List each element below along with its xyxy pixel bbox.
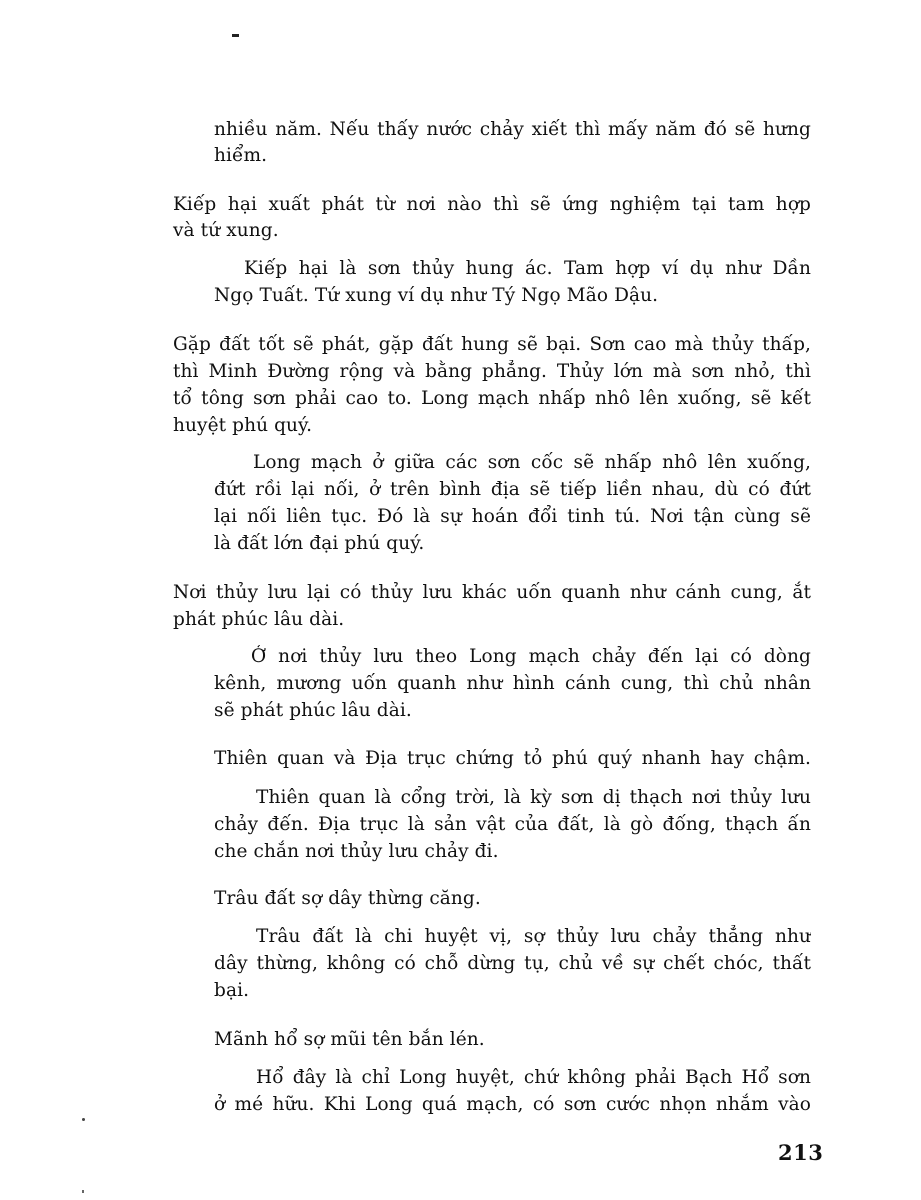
text-line: nhiều năm. Nếu thấy nước chảy xiết thì mấy năm đó sẽ hưng xyxy=(214,119,811,140)
text-line: bại. xyxy=(214,980,250,1001)
text-line: ở mé hữu. Khi Long quá mạch, có sơn cước nhọn nhắm vào xyxy=(214,1094,811,1115)
text-line: Kiếp hại là sơn thủy hung ác. Tam hợp ví dụ như Dần xyxy=(244,258,811,279)
text-line: sẽ phát phúc lâu dài. xyxy=(214,700,412,721)
text-line: huyệt phú quý. xyxy=(173,415,313,436)
text-line: Thiên quan và Địa trục chứng tỏ phú quý nhanh hay chậm. xyxy=(214,748,811,769)
text-line: Nơi thủy lưu lại có thủy lưu khác uốn quanh như cánh cung, ắt xyxy=(173,582,811,603)
text-line: và tứ xung. xyxy=(173,220,279,241)
text-line: Hổ đây là chỉ Long huyệt, chứ không phải Bạch Hổ sơn xyxy=(256,1067,811,1088)
text-line: là đất lớn đại phú quý. xyxy=(214,533,425,554)
text-line: Trâu đất là chi huyệt vị, sợ thủy lưu chảy thẳng như xyxy=(256,926,811,947)
text-line: chảy đến. Địa trục là sản vật của đất, là gò đống, thạch ấn xyxy=(214,814,811,835)
text-line: Ở nơi thủy lưu theo Long mạch chảy đến lại có dòng xyxy=(251,646,811,667)
text-line: Trâu đất sợ dây thừng căng. xyxy=(214,888,481,909)
page-number: 213 xyxy=(778,1140,824,1165)
scan-speck xyxy=(82,1118,85,1121)
text-line: thì Minh Đường rộng và bằng phẳng. Thủy lớn mà sơn nhỏ, thì xyxy=(173,361,811,382)
text-line: tổ tông sơn phải cao to. Long mạch nhấp nhô lên xuống, sẽ kết xyxy=(173,388,811,409)
text-line: che chắn nơi thủy lưu chảy đi. xyxy=(214,841,499,862)
text-line: dây thừng, không có chỗ dừng tụ, chủ về sự chết chóc, thất xyxy=(214,953,811,974)
text-line: Kiếp hại xuất phát từ nơi nào thì sẽ ứng nghiệm tại tam hợp xyxy=(173,194,811,215)
text-line: kênh, mương uốn quanh như hình cánh cung, thì chủ nhân xyxy=(214,673,811,694)
text-line: phát phúc lâu dài. xyxy=(173,609,345,630)
text-line: Ngọ Tuất. Tứ xung ví dụ như Tý Ngọ Mão Dậu. xyxy=(214,285,659,306)
text-line: Thiên quan là cổng trời, là kỳ sơn dị thạch nơi thủy lưu xyxy=(256,787,811,808)
scan-speck xyxy=(82,1190,84,1193)
text-line: đứt rồi lại nối, ở trên bình địa sẽ tiếp liền nhau, dù có đứt xyxy=(214,479,811,500)
text-line: lại nối liên tục. Đó là sự hoán đổi tinh tú. Nơi tận cùng sẽ xyxy=(214,506,811,527)
text-line: hiểm. xyxy=(214,145,268,166)
text-line: Long mạch ở giữa các sơn cốc sẽ nhấp nhô lên xuống, xyxy=(253,452,811,473)
text-line: Mãnh hổ sợ mũi tên bắn lén. xyxy=(214,1029,485,1050)
scan-mark xyxy=(232,34,239,37)
text-line: Gặp đất tốt sẽ phát, gặp đất hung sẽ bại. Sơn cao mà thủy thấp, xyxy=(173,334,811,355)
